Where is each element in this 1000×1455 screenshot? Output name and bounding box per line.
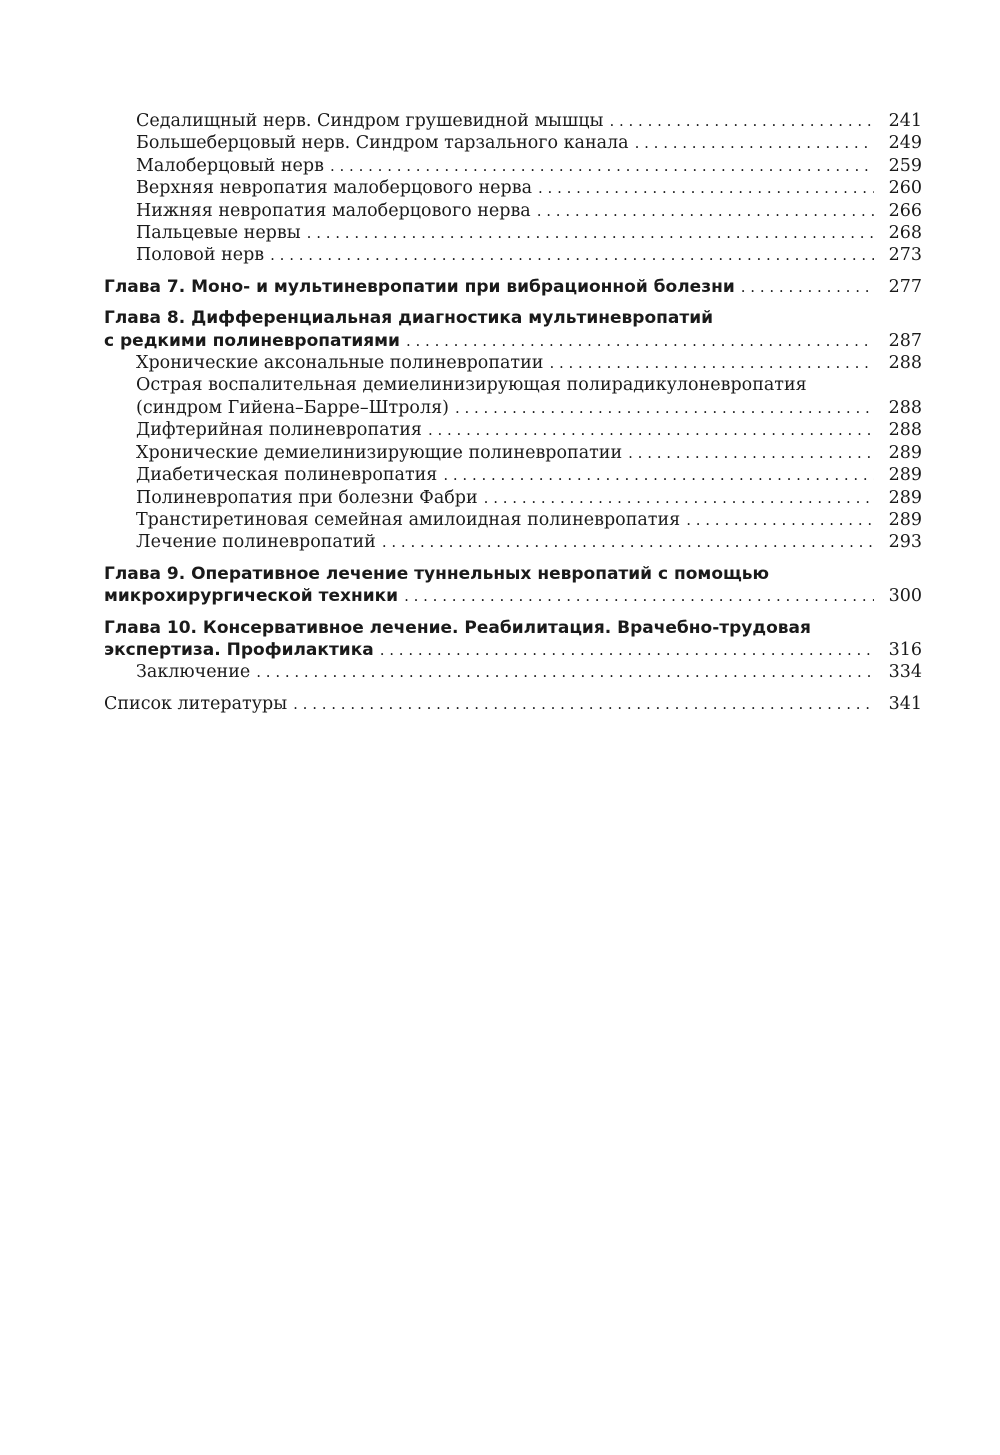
- toc-entry: [104, 352, 922, 374]
- dot-leader: [404, 585, 874, 607]
- toc-chapter-page: 277: [888, 276, 922, 297]
- dot-leader: [382, 531, 874, 553]
- toc-chapter-title-line2: экспертиза. Профилактика: [104, 639, 374, 660]
- toc-entry: [104, 487, 922, 509]
- toc-chapter-7: [104, 276, 922, 298]
- toc-entry-title: Заключение: [136, 662, 251, 683]
- toc-entry-page: 289: [888, 465, 922, 486]
- toc-chapter-title-line2: микрохирургической техники: [104, 586, 399, 607]
- dot-leader: [549, 352, 874, 374]
- dot-leader: [307, 222, 874, 244]
- toc-entry-title: Малоберцовый нерв: [136, 155, 324, 176]
- toc-entry: [104, 110, 922, 132]
- toc-entry-page: 241: [888, 111, 922, 131]
- toc-entry-title: Нижняя невропатия малоберцового нерва: [136, 200, 531, 221]
- dot-leader: [686, 509, 874, 531]
- toc-entry-page: 273: [888, 245, 922, 266]
- dot-leader: [380, 639, 874, 661]
- toc-chapter-8: [104, 307, 922, 352]
- toc-entry-page: 293: [888, 532, 922, 553]
- toc-entry-page: 288: [888, 397, 922, 418]
- toc-entry-title: Хронические демиелинизирующие полиневропатии: [136, 442, 623, 463]
- toc-entry-page: 289: [888, 509, 922, 530]
- toc-entry: [104, 464, 922, 486]
- toc-entry-title: Список литературы: [104, 693, 288, 714]
- toc-entry-title: Половой нерв: [136, 245, 265, 266]
- toc-entry: [104, 155, 922, 177]
- toc-entry-title: Седалищный нерв. Синдром грушевидной мышцы: [136, 111, 604, 131]
- toc-entry-page: 260: [888, 178, 922, 199]
- toc-entry-references: [104, 693, 922, 715]
- table-of-contents: [104, 110, 922, 715]
- toc-entry-page: 289: [888, 442, 922, 463]
- toc-entry-page: 288: [888, 420, 922, 441]
- dot-leader: [455, 397, 874, 419]
- toc-chapter-10: [104, 617, 922, 662]
- toc-entry-title: Диабетическая полиневропатия: [136, 465, 438, 486]
- toc-entry: [104, 244, 922, 266]
- dot-leader: [741, 276, 874, 298]
- dot-leader: [293, 693, 874, 715]
- toc-chapter-title: Глава 7. Моно- и мультиневропатии при вибрационной болезни: [104, 276, 735, 297]
- toc-entry: [104, 132, 922, 154]
- toc-entry-title: Верхняя невропатия малоберцового нерва: [136, 178, 532, 199]
- toc-chapter-page: 300: [888, 586, 922, 607]
- toc-entry-page: 334: [888, 662, 922, 683]
- dot-leader: [443, 464, 874, 486]
- toc-entry-page: 266: [888, 200, 922, 221]
- toc-entry: [104, 509, 922, 531]
- dot-leader: [428, 419, 874, 441]
- toc-chapter-title-line1: Глава 8. Дифференциальная диагностика мультиневропатий: [104, 308, 714, 329]
- toc-chapter-9: [104, 563, 922, 608]
- toc-entry-page: 268: [888, 223, 922, 244]
- toc-entry: [104, 374, 922, 419]
- dot-leader: [609, 110, 874, 132]
- dot-leader: [330, 155, 874, 177]
- toc-entry-title: Пальцевые нервы: [136, 223, 301, 244]
- dot-leader: [537, 200, 874, 222]
- toc-entry-page: 288: [888, 353, 922, 374]
- toc-entry-page: 289: [888, 487, 922, 508]
- toc-entry-conclusion: [104, 661, 922, 683]
- toc-chapter-title-line1: Глава 9. Оперативное лечение туннельных невропатий с помощью: [104, 563, 770, 584]
- toc-entry-title-line1: Острая воспалительная демиелинизирующая полирадикулоневропатия: [136, 375, 807, 396]
- toc-entry: [104, 442, 922, 464]
- toc-entry-page: 341: [888, 693, 922, 714]
- toc-entry-title: Транстиретиновая семейная амилоидная полиневропатия: [136, 509, 681, 530]
- toc-entry-title: Лечение полиневропатий: [136, 532, 376, 553]
- toc-entry: [104, 200, 922, 222]
- dot-leader: [635, 132, 874, 154]
- toc-chapter-page: 316: [888, 639, 922, 660]
- toc-entry-page: 259: [888, 155, 922, 176]
- toc-entry: [104, 222, 922, 244]
- toc-chapter-title-line2: с редкими полиневропатиями: [104, 330, 400, 351]
- toc-entry-title: Полиневропатия при болезни Фабри: [136, 487, 478, 508]
- dot-leader: [406, 330, 874, 352]
- dot-leader: [256, 661, 874, 683]
- dot-leader: [270, 244, 874, 266]
- toc-entry: [104, 419, 922, 441]
- dot-leader: [484, 487, 874, 509]
- toc-entry-title-line2: (синдром Гийена–Барре–Штроля): [136, 397, 449, 418]
- toc-entry: [104, 177, 922, 199]
- toc-chapter-page: 287: [888, 330, 922, 351]
- toc-entry-title: Большеберцовый нерв. Синдром тарзального канала: [136, 133, 629, 154]
- dot-leader: [538, 177, 874, 199]
- toc-chapter-title-line1: Глава 10. Консервативное лечение. Реабилитация. Врачебно-трудовая: [104, 617, 811, 638]
- toc-entry-title: Дифтерийная полиневропатия: [136, 420, 422, 441]
- toc-entry-title: Хронические аксональные полиневропатии: [136, 353, 544, 374]
- toc-entry-page: 249: [888, 133, 922, 154]
- toc-entry: [104, 531, 922, 553]
- dot-leader: [628, 442, 874, 464]
